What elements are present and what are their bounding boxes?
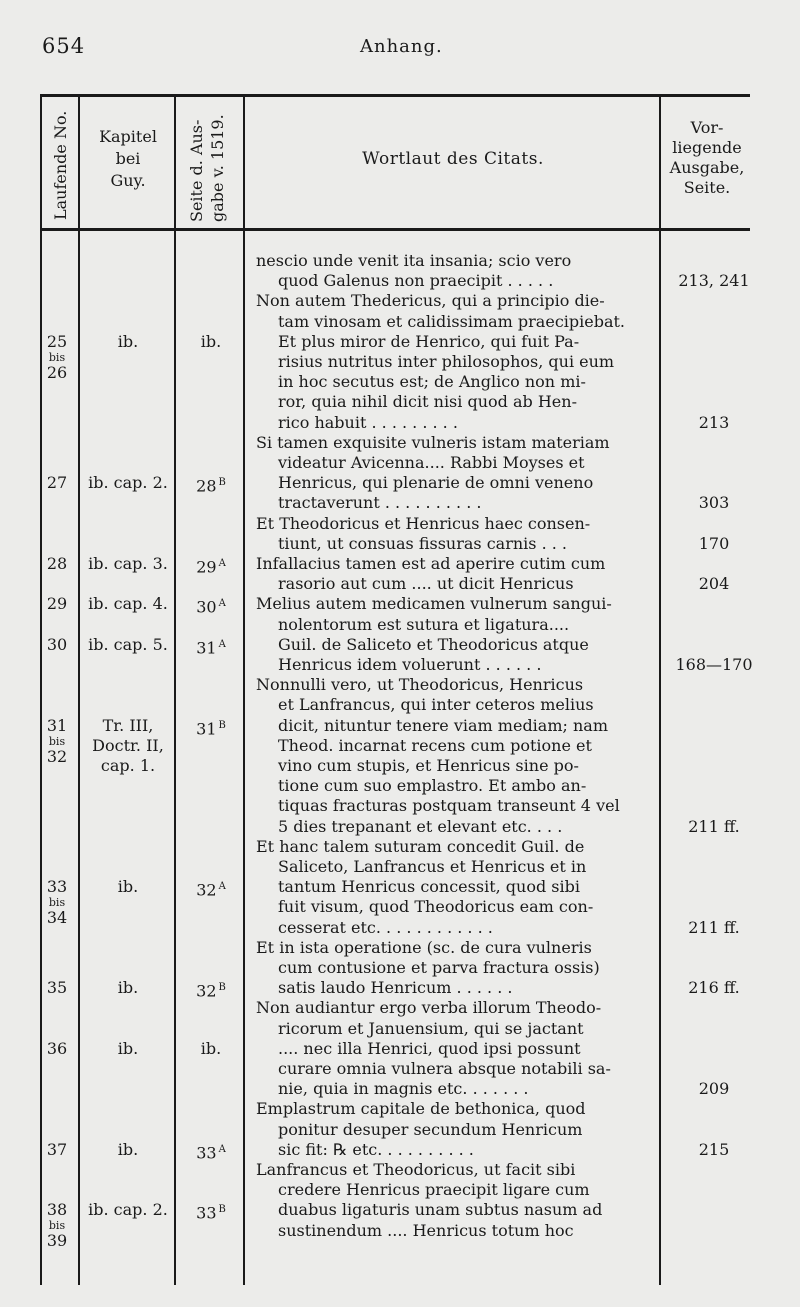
citation-line: quod Galenus non praecipit . . . . .	[278, 271, 554, 291]
row-number	[44, 332, 70, 382]
citation-line: risius nutritus inter philosophos, qui eum	[278, 351, 615, 371]
citation-text	[256, 251, 656, 291]
ausgabe-page: 170	[698, 533, 730, 553]
seite-cell	[180, 716, 242, 739]
bis-label: bis	[48, 1219, 66, 1233]
citation-text	[256, 938, 656, 999]
citation-line: Et hanc talem suturam concedit Guil. de	[256, 836, 585, 856]
citation-line: Infallacius tamen est ad aperire cutim cum	[256, 554, 606, 573]
seite-cell	[180, 978, 242, 1001]
header-bottom-rule	[40, 228, 750, 231]
seite-value: 29	[196, 557, 217, 577]
row-number-value: 27	[46, 473, 68, 493]
citation-line: Et plus miror de Henrico, qui fuit Pa-	[278, 331, 580, 351]
citation-line: Lanfrancus et Theodoricus, ut facit sibi	[256, 1160, 576, 1179]
citation-text	[256, 514, 656, 554]
citation-line: vino cum stupis, et Henricus sine po-	[278, 755, 579, 775]
bis-label: bis	[48, 350, 66, 364]
kapitel-cell: ib.	[117, 978, 139, 998]
citation-line: tam vinosam et calidissimam praecipiebat.	[278, 311, 626, 331]
row-number-value: 31	[46, 715, 68, 735]
citation-text	[256, 1099, 656, 1160]
ausgabe-page: 216 ff.	[688, 978, 740, 998]
seite-value: 33	[196, 1203, 217, 1223]
citation-line: rico habuit . . . . . . . . .	[278, 412, 458, 432]
row-number	[44, 1140, 70, 1160]
row-number-second: 34	[46, 908, 68, 928]
citation-text	[256, 837, 656, 938]
kapitel-cell: Tr. III, Doctr. II, cap. 1.	[92, 715, 164, 775]
citation-line: tione cum suo emplastro. Et ambo an-	[278, 776, 587, 796]
row-number-value: 33	[46, 877, 68, 897]
ausgabe-page: 168—170	[675, 654, 753, 674]
kapitel-cell: ib. cap. 4.	[88, 594, 168, 614]
citation-line: tiunt, ut consuas fissuras carnis . . .	[278, 533, 568, 553]
table-top-rule	[40, 94, 750, 97]
row-number-value: 36	[46, 1038, 68, 1058]
column-rule	[40, 95, 42, 1285]
citation-line: Et Theodoricus et Henricus haec consen-	[256, 513, 591, 533]
citation-line: Melius autem medicamen vulnerum sangui-	[256, 594, 612, 614]
seite-cell	[180, 594, 242, 617]
citation-line: Nonnulli vero, ut Theodoricus, Henricus	[256, 675, 584, 695]
seite-letter: B	[218, 1204, 226, 1216]
row-number	[44, 1200, 70, 1250]
row-number	[44, 978, 70, 998]
ausgabe-page: 215	[698, 1139, 730, 1159]
citation-text	[256, 998, 656, 1099]
seite-cell	[180, 635, 242, 658]
header-ausgabe-text: Vor- liegende Ausgabe, Seite.	[669, 118, 745, 197]
seite-value: 31	[196, 638, 217, 658]
kapitel-cell: ib. cap. 2.	[88, 473, 168, 493]
citation-line: dicit, nituntur tenere viam mediam; nam	[278, 715, 608, 735]
seite-letter: A	[218, 1143, 226, 1155]
ausgabe-page: 204	[698, 574, 730, 594]
citation-line: curare omnia vulnera absque notabili sa-	[278, 1058, 611, 1078]
row-number-value: 29	[46, 594, 68, 614]
kapitel-cell: ib. cap. 2.	[88, 1200, 168, 1220]
seite-value: ib.	[200, 331, 222, 351]
citation-line: Theod. incarnat recens cum potione et	[278, 735, 592, 755]
seite-cell	[180, 332, 242, 352]
citation-line: sustinendum .... Henricus totum hoc	[278, 1220, 574, 1240]
seite-letter: B	[218, 982, 226, 994]
row-number	[44, 594, 70, 614]
citation-line: cesserat etc. . . . . . . . . . . .	[278, 917, 493, 937]
row-number	[44, 635, 70, 655]
row-number	[44, 877, 70, 927]
header-laufende-no: Laufende No.	[51, 110, 70, 220]
citation-line: Si tamen exquisite vulneris istam materiam	[256, 432, 610, 452]
running-head: Anhang.	[360, 36, 443, 57]
seite-value: 31	[196, 718, 217, 738]
citation-line: nescio unde venit ita insania; scio vero	[256, 251, 572, 270]
row-number-value: 38	[46, 1200, 68, 1220]
citation-line: rasorio aut cum .... ut dicit Henricus	[278, 574, 574, 594]
citation-text	[256, 1160, 656, 1241]
page-number: 654	[42, 34, 86, 58]
row-number	[44, 554, 70, 574]
ausgabe-page: 213, 241	[678, 271, 750, 291]
kapitel-cell: ib.	[117, 1038, 139, 1058]
seite-letter: A	[218, 598, 226, 610]
ausgabe-page: 213	[698, 412, 730, 432]
citation-line: cum contusione et parva fractura ossis)	[278, 957, 600, 977]
citation-line: sic fit: ℞ etc. . . . . . . . . .	[278, 1139, 474, 1159]
kapitel-cell: ib.	[117, 331, 139, 351]
seite-cell	[180, 473, 242, 496]
citation-line: nie, quia in magnis etc. . . . . . .	[278, 1079, 529, 1099]
row-number-value: 30	[46, 634, 68, 654]
seite-value: 32	[196, 880, 217, 900]
seite-value: 28	[196, 476, 217, 496]
citation-line: credere Henricus praecipit ligare cum	[278, 1180, 590, 1200]
row-number	[44, 1039, 70, 1059]
seite-letter: A	[218, 557, 226, 569]
column-rule	[243, 95, 245, 1285]
citation-line: Emplastrum capitale de bethonica, quod	[256, 1099, 586, 1119]
citation-line: Et in ista operatione (sc. de cura vulneris	[256, 937, 592, 957]
row-number	[44, 473, 70, 493]
header-ausgabe	[662, 118, 752, 198]
citation-line: ricorum et Januensium, qui se jactant	[278, 1018, 584, 1038]
bis-label: bis	[48, 896, 66, 910]
seite-cell	[180, 1200, 242, 1223]
citation-line: Henricus, qui plenarie de omni veneno	[278, 473, 594, 493]
citation-text	[256, 433, 656, 514]
column-rule	[659, 95, 661, 1285]
seite-letter: A	[218, 881, 226, 893]
kapitel-cell: ib.	[117, 877, 139, 897]
seite-letter: A	[218, 638, 226, 650]
citation-line: duabus ligaturis unam subtus nasum ad	[278, 1200, 603, 1220]
row-number-value: 37	[46, 1139, 68, 1159]
citation-line: tiquas fracturas postquam transeunt 4 vel	[278, 796, 620, 816]
citation-line: et Lanfrancus, qui inter ceteros melius	[278, 695, 594, 715]
seite-cell	[180, 554, 242, 577]
header-wortlaut: Wortlaut des Citats.	[362, 149, 544, 169]
citation-text	[256, 554, 656, 594]
row-number-second: 39	[46, 1231, 68, 1251]
kapitel-cell: ib. cap. 3.	[88, 553, 168, 573]
citation-line: Guil. de Saliceto et Theodoricus atque	[278, 634, 589, 654]
citation-text	[256, 291, 656, 432]
citation-line: satis laudo Henricum . . . . . .	[278, 978, 513, 998]
header-kapitel	[82, 126, 174, 192]
citation-line: videatur Avicenna.... Rabbi Moyses et	[278, 452, 585, 472]
column-rule	[78, 95, 80, 1285]
citation-line: Saliceto, Lanfrancus et Henricus et in	[278, 856, 587, 876]
row-number-second: 26	[46, 362, 68, 382]
ausgabe-page: 211 ff.	[688, 917, 740, 937]
seite-value: 33	[196, 1143, 217, 1163]
seite-value: 32	[196, 981, 217, 1001]
citation-line: ror, quia nihil dicit nisi quod ab Hen-	[278, 392, 577, 412]
seite-cell	[180, 877, 242, 900]
header-seite: Seite d. Aus- gabe v. 1519.	[187, 114, 227, 222]
seite-letter: B	[218, 719, 226, 731]
ausgabe-page: 209	[698, 1079, 730, 1099]
citation-line: Non autem Thedericus, qui a principio die-	[256, 291, 605, 311]
citation-line: tractaverunt . . . . . . . . . .	[278, 493, 482, 513]
citation-line: in hoc secutus est; de Anglico non mi-	[278, 372, 586, 392]
header-kapitel-text: Kapitel bei Guy.	[99, 127, 157, 190]
seite-value: 30	[196, 597, 217, 617]
ausgabe-page: 303	[698, 493, 730, 513]
seite-letter: B	[218, 477, 226, 489]
kapitel-cell: ib.	[117, 1139, 139, 1159]
citation-line: .... nec illa Henrici, quod ipsi possunt	[278, 1038, 581, 1058]
citation-line: 5 dies trepanant et elevant etc. . . .	[278, 816, 563, 836]
bis-label: bis	[48, 734, 66, 748]
citation-text	[256, 675, 656, 837]
kapitel-cell: ib. cap. 5.	[88, 634, 168, 654]
citation-text	[256, 594, 656, 675]
ausgabe-page: 211 ff.	[688, 816, 740, 836]
seite-cell	[180, 1039, 242, 1059]
row-number-value: 25	[46, 331, 68, 351]
citation-line: fuit visum, quod Theodoricus eam con-	[278, 897, 594, 917]
seite-cell	[180, 1140, 242, 1163]
row-number-value: 35	[46, 978, 68, 998]
column-rule	[174, 95, 176, 1285]
row-number-value: 28	[46, 553, 68, 573]
citation-line: Non audiantur ergo verba illorum Theodo-	[256, 998, 602, 1018]
citation-line: Henricus idem voluerunt . . . . . .	[278, 654, 542, 674]
citation-line: nolentorum est sutura et ligatura....	[278, 614, 570, 634]
citation-line: tantum Henricus concessit, quod sibi	[278, 877, 580, 897]
row-number-second: 32	[46, 746, 68, 766]
citation-line: ponitur desuper secundum Henricum	[278, 1119, 583, 1139]
seite-value: ib.	[200, 1038, 222, 1058]
row-number	[44, 716, 70, 766]
